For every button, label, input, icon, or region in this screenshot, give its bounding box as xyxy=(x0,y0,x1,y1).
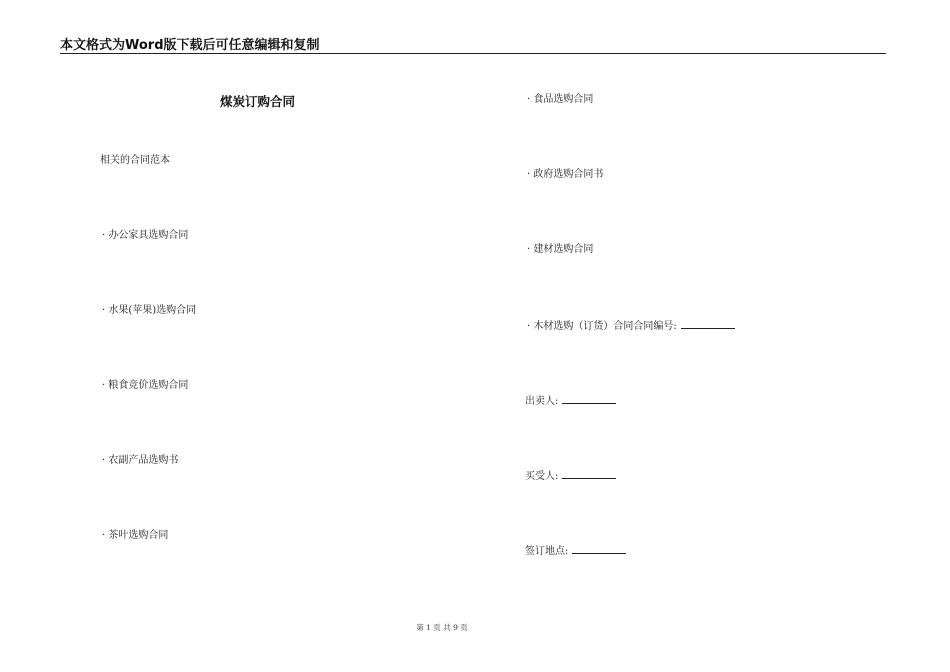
list-item-food: · 食品选购合同 xyxy=(527,94,594,105)
seller-blank xyxy=(562,393,616,404)
list-item-tea: · 茶叶选购合同 xyxy=(102,530,169,541)
signing-place-label: 签订地点: xyxy=(525,546,569,557)
signing-place-line xyxy=(525,543,626,559)
list-item-building-materials: · 建材选购合同 xyxy=(527,244,594,255)
buyer-line xyxy=(525,468,616,484)
page-footer: 第 1 页 共 9 页 xyxy=(416,623,468,632)
contract-number-line xyxy=(527,318,735,334)
contract-number-label: · 木材选购（订货）合同合同编号: xyxy=(527,321,677,332)
contract-number-blank xyxy=(681,318,735,329)
list-item-government: · 政府选购合同书 xyxy=(527,169,604,180)
list-item-fruit: · 水果(苹果)选购合同 xyxy=(102,305,197,316)
document-title: 煤炭订购合同 xyxy=(220,94,296,109)
signing-place-blank xyxy=(572,543,626,554)
related-templates-heading: 相关的合同范本 xyxy=(100,155,170,166)
page-header xyxy=(60,33,886,54)
buyer-blank xyxy=(562,468,616,479)
seller-line xyxy=(525,393,616,409)
header-notice: 本文格式为Word版下载后可任意编辑和复制 xyxy=(60,38,320,53)
list-item-office-furniture: · 办公家具选购合同 xyxy=(102,230,189,241)
seller-label: 出卖人: xyxy=(525,396,559,407)
list-item-agricultural: · 农副产品选购书 xyxy=(102,455,179,466)
list-item-grain: · 粮食竞价选购合同 xyxy=(102,380,189,391)
buyer-label: 买受人: xyxy=(525,471,559,482)
